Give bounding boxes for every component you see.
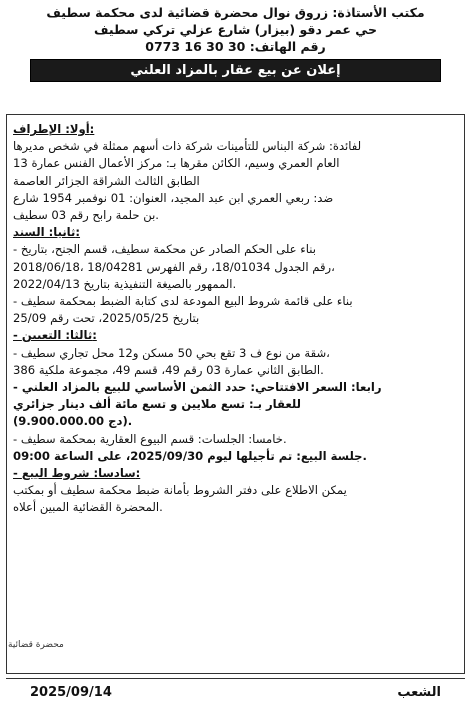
parties-line: ضد: ربعي العمري ابن عبد المجيد، العنوان: 01 نوفمبر 1954 شارع bbox=[13, 190, 334, 205]
designation-line: الطابق الثاني عمارة 03 رقم 49، قسم 49، مجموعة ملكية 386. bbox=[13, 362, 324, 377]
parties-line: العام العمري وسيم، الكائن مقرها بـ: مركز الأعمال الفنس عمارة 13 bbox=[13, 156, 340, 171]
office-name: مكتب الأستاذة: زروق نوال محضرة قضائية لدى محكمة سطيف bbox=[46, 5, 425, 20]
deed-line: الممهور بالصيغة التنفيذية بتاريخ 2022/04/13. bbox=[13, 276, 237, 291]
announcement-title: إعلان عن بيع عقار بالمزاد العلني bbox=[30, 59, 441, 82]
parties-line: لفائدة: شركة البناس للتأمينات شركة ذات أسهم ممثلة في شخص مديرها bbox=[13, 139, 362, 154]
sale-session-line: جلسة البيع: تم تأجيلها ليوم 2025/09/30، على الساعة 09:00. bbox=[13, 448, 367, 463]
bailiff-signature: محضرة قضائية bbox=[8, 640, 64, 650]
designation-line: - شقة من نوع ف 3 تقع بحي 50 مسكن و12 محل تجاري سطيف، bbox=[13, 345, 330, 360]
parties-line: بن حلمة رابح رقم 03 سطيف. bbox=[13, 208, 159, 223]
opening-price-line: - رابعا: السعر الافتتاحي: حدد الثمن الأساسي للبيع بالمزاد العلني bbox=[13, 380, 382, 395]
deed-line: بتاريخ 2025/05/25، تحت رقم 25/09 bbox=[13, 311, 200, 326]
newspaper-name: الشعب bbox=[397, 685, 441, 700]
office-header bbox=[8, 4, 463, 55]
publication-date: 2025/09/14 bbox=[30, 685, 112, 700]
parties-line: الطابق الثالث الشراقة الجزائر العاصمة bbox=[13, 173, 200, 188]
conditions-line: يمكن الاطلاع على دفتر الشروط بأمانة ضبط محكمة سطيف أو بمكتب bbox=[13, 483, 347, 498]
section-parties-title: أولا: الإطراف: bbox=[13, 122, 95, 136]
office-address: حي عمر دقو (بيزار) شارع عزلي تركي سطيف bbox=[94, 22, 377, 37]
announcement-body bbox=[6, 114, 465, 674]
conditions-line: المحضرة القضائية المبين أعلاه. bbox=[13, 500, 163, 515]
opening-price-amount: (9.900.000.00 دج). bbox=[13, 414, 133, 429]
office-phone: رقم الهاتف: 30 30 16 0773 bbox=[145, 39, 326, 54]
section-deed-title: ثانيا: السند: bbox=[13, 225, 81, 240]
section-designation-title: - ثالثا: التعيين: bbox=[13, 328, 97, 343]
deed-line: - بناء على قائمة شروط البيع المودعة لدى كتابة الضبط بمحكمة سطيف bbox=[13, 294, 353, 309]
deed-line: 2018/06/18، رقم الجدول 18/01034، رقم الفهرس 18/04281، bbox=[13, 259, 335, 274]
sessions-line: - خامسا: الجلسات: قسم البيوع العقارية بمحكمة سطيف. bbox=[13, 431, 287, 446]
section-conditions-title: - سادسا: شروط البيع: bbox=[13, 466, 141, 481]
newspaper-footer bbox=[6, 678, 465, 706]
deed-line: - بناء على الحكم الصادر عن محكمة سطيف، قسم الجنح، بتاريخ bbox=[13, 242, 316, 257]
opening-price-line: للعقار بـ: تسع ملايين و تسع مائة ألف دينار جزائري bbox=[13, 397, 301, 412]
